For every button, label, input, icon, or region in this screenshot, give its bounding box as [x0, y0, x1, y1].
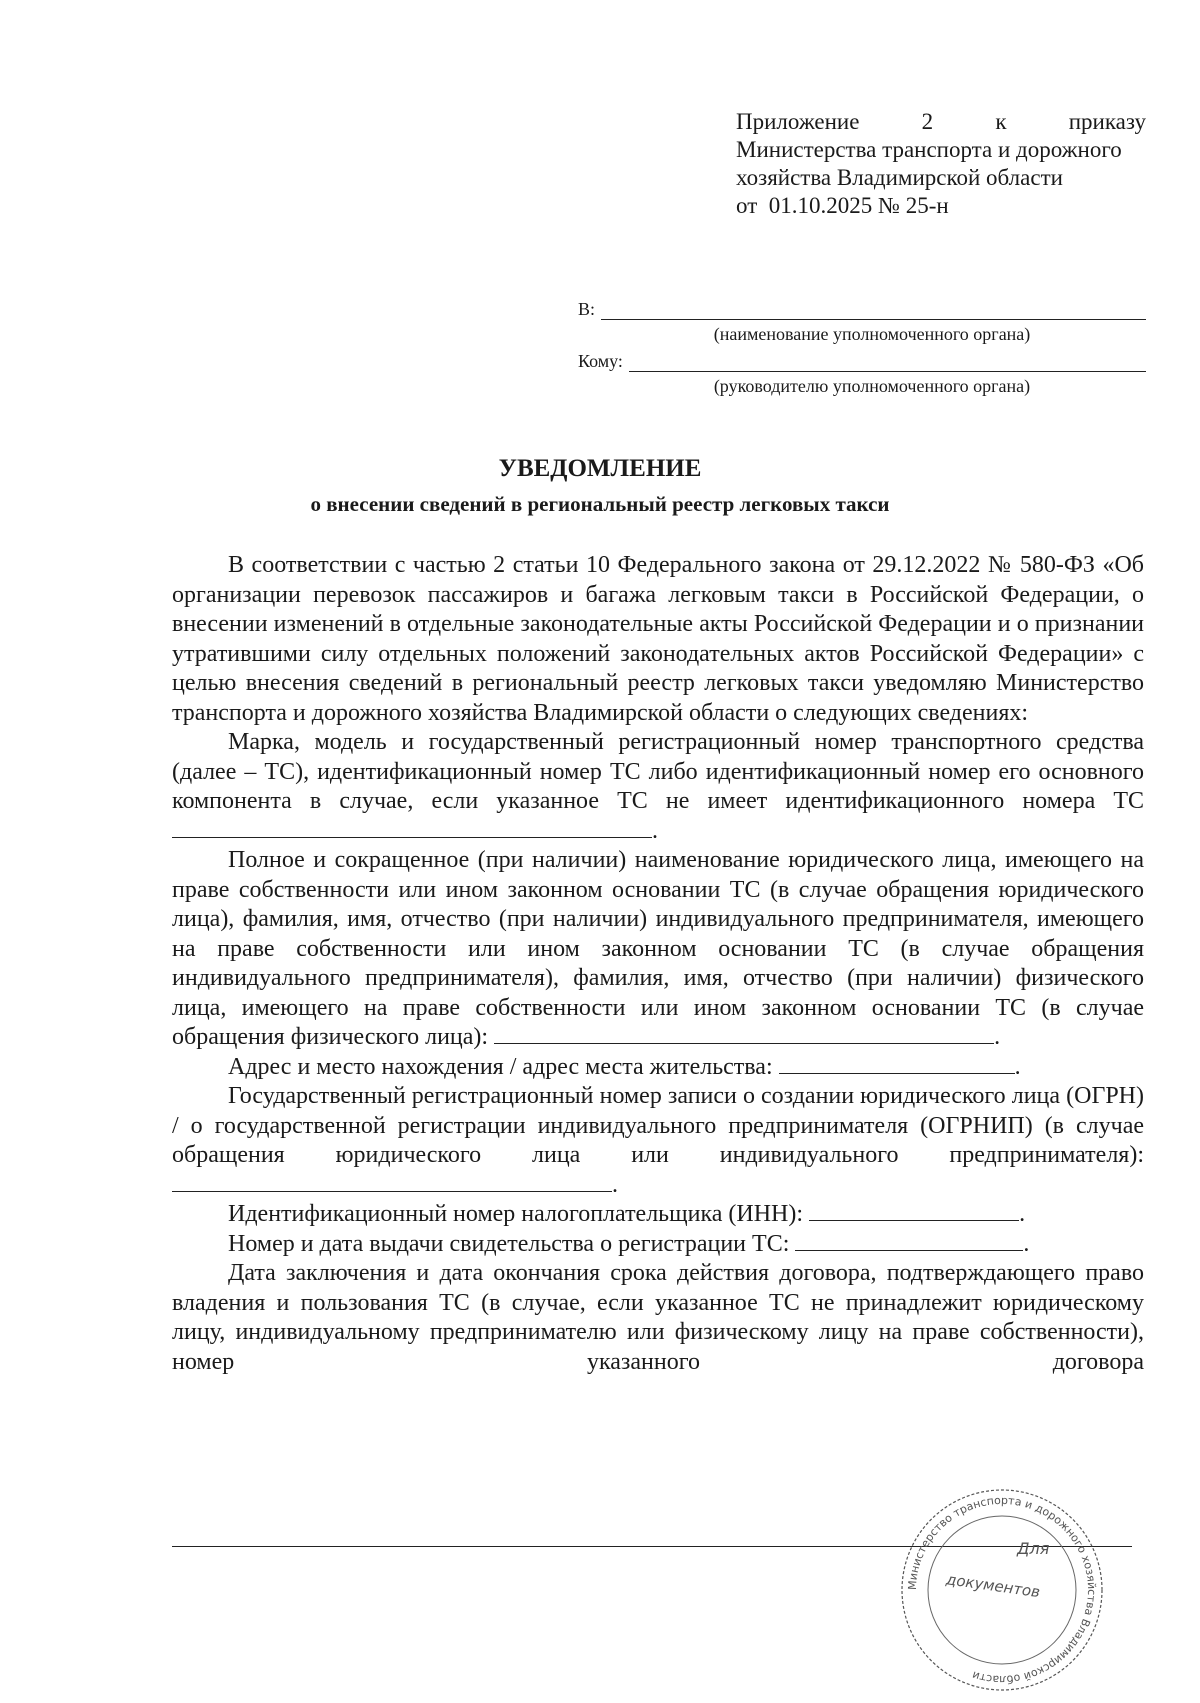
- whom-row: [578, 348, 1146, 372]
- end-mark: .: [1023, 1230, 1030, 1257]
- appendix-word-3: к: [995, 109, 1007, 134]
- paragraph-ogrn: [172, 1082, 1144, 1200]
- stamp-center-line-2: документов: [944, 1570, 1042, 1602]
- paragraph-ogrn-text: Государственный регистрационный номер записи о создании юридического лица (ОГРН) / о государственной регистрации индивидуального предпринимателя (ОГРНИП) (в случае обращения юридического лица или индивидуального предпринимателя):: [172, 1083, 1144, 1168]
- end-mark: .: [652, 817, 658, 844]
- to-field[interactable]: [601, 303, 1146, 320]
- paragraph-owner: [172, 846, 1144, 1053]
- registration-field[interactable]: [795, 1230, 1023, 1251]
- appendix-line-1: [736, 108, 1146, 136]
- appendix-line-2: Министерства транспорта и дорожного: [736, 137, 1122, 162]
- document-subtitle: о внесении сведений в региональный реестр легковых такси: [310, 492, 890, 516]
- appendix-line-3: хозяйства Владимирской области: [736, 165, 1063, 190]
- stamp-ring-text: Министерство транспорта и дорожного хозяйства Владимирской области: [905, 1493, 1099, 1687]
- paragraph-intro: В соответствии с частью 2 статьи 10 Федерального закона от 29.12.2022 № 580-ФЗ «Об организации перевозок пассажиров и багажа легковым такси в Российской Федерации, о внесении изменений в отдельные законодательные акты Российской Федерации и о признании утратившими силу отдельных положений законодательных актов Российской Федерации» с целью внесения сведений в региональный реестр легковых такси уведомляю Министерство транспорта и дорожного хозяйства Владимирской области о следующих сведениях:: [172, 552, 1144, 726]
- official-stamp: [895, 1488, 1110, 1693]
- inn-field[interactable]: [809, 1200, 1019, 1221]
- paragraph-owner-text: Полное и сокращенное (при наличии) наименование юридического лица, имеющего на праве собственности или ином законном основании ТС (в случае обращения юридического лица), фамилия, имя, отчество (при наличии) индивидуального предпринимателя, имеющего на праве собственности или ином законном основании ТС (в случае обращения индивидуального предпринимателя), фамилия, имя, отчество (при наличии) физического лица, имеющего на праве собственности или ином законном основании ТС (в случае обращения физического лица):: [172, 847, 1144, 1050]
- paragraph-contract: Дата заключения и дата окончания срока действия договора, подтверждающего право владения и пользования ТС (в случае, если указанное ТС не принадлежит юридическому лицу, индивидуальному предпринимателю или физическому лицу на праве собственности), номер указанного договора: [172, 1260, 1144, 1375]
- appendix-block: [736, 108, 1146, 220]
- paragraph-vehicle-text: Марка, модель и государственный регистрационный номер транспортного средства (далее – ТС), идентификационный номер ТС либо идентификационный номер его основного компонента в случае, если указанное ТС не имеет идентификационного номера ТС: [172, 729, 1144, 814]
- paragraph-inn: [172, 1200, 1144, 1230]
- document-body: [172, 551, 1144, 1377]
- recipient-block: [578, 296, 1146, 400]
- paragraph-registration-text: Номер и дата выдачи свидетельства о регистрации ТС:: [228, 1230, 790, 1257]
- paragraph-address: [172, 1053, 1144, 1083]
- whom-label: Кому:: [578, 351, 623, 371]
- appendix-line-4: от 01.10.2025 № 25-н: [736, 193, 949, 218]
- appendix-word-2: 2: [921, 109, 934, 134]
- end-mark: .: [1019, 1201, 1026, 1227]
- paragraph-registration: [172, 1230, 1144, 1260]
- whom-hint: (руководителю уполномоченного органа): [713, 376, 1031, 396]
- ogrn-field[interactable]: [172, 1171, 612, 1192]
- end-mark: .: [994, 1024, 1001, 1050]
- to-label: В:: [578, 299, 596, 319]
- to-row: [578, 296, 1146, 320]
- whom-field[interactable]: [629, 355, 1146, 372]
- appendix-word-1: Приложение: [736, 109, 860, 134]
- vehicle-field[interactable]: [172, 817, 652, 838]
- paragraph-vehicle: [172, 728, 1144, 846]
- paragraph-inn-text: Идентификационный номер налогоплательщика (ИНН):: [228, 1201, 804, 1227]
- document-title: УВЕДОМЛЕНИЕ: [498, 455, 702, 482]
- end-mark: .: [1014, 1053, 1021, 1080]
- stamp-seal: [895, 1488, 1110, 1693]
- address-field[interactable]: [779, 1053, 1015, 1074]
- paragraph-address-text: Адрес и место нахождения / адрес места жительства:: [228, 1053, 773, 1080]
- stamp-center-line-1: Для: [1017, 1539, 1050, 1558]
- to-hint: (наименование уполномоченного органа): [713, 324, 1031, 344]
- end-mark: .: [612, 1171, 618, 1198]
- appendix-word-4: приказу: [1068, 109, 1146, 134]
- owner-field[interactable]: [494, 1023, 994, 1044]
